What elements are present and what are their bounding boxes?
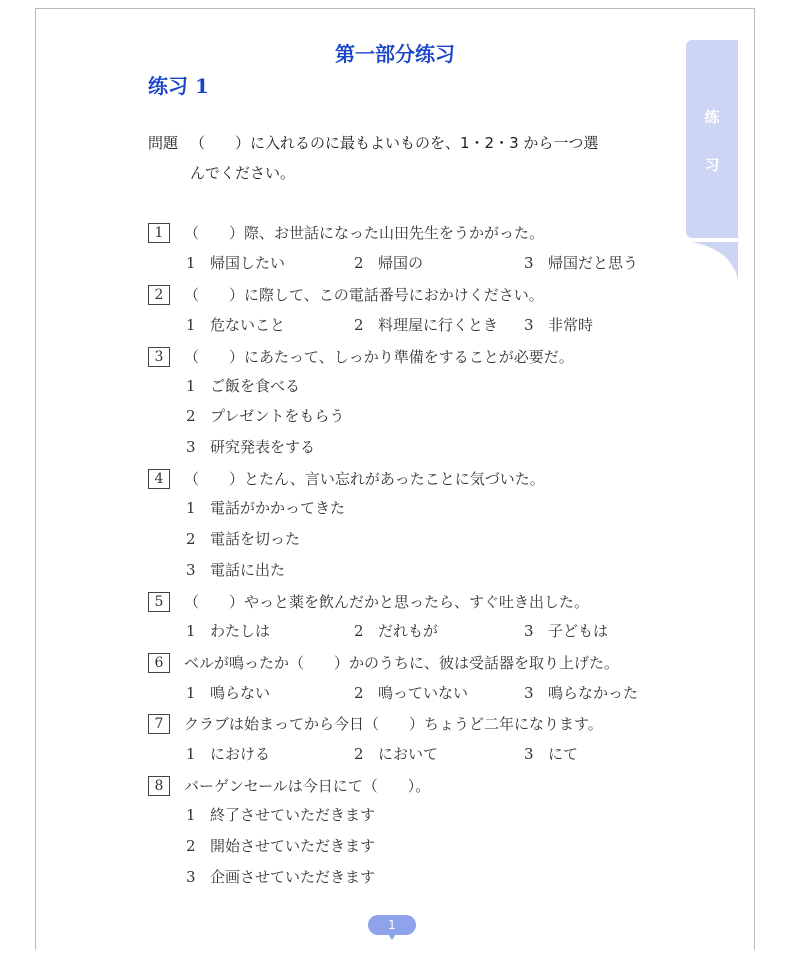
option[interactable]: 2 プレゼントをもらう [186, 407, 345, 425]
side-tab-char-1: 练 [704, 108, 720, 126]
option[interactable]: 2 料理屋に行くとき [354, 316, 499, 334]
option[interactable]: 2 において [354, 745, 439, 763]
question-7 [148, 713, 603, 734]
option[interactable]: 2 開始させていただきます [186, 837, 376, 855]
option[interactable]: 3 子どもは [524, 622, 609, 640]
question-number: 1 [148, 223, 170, 243]
option[interactable]: 3 非常時 [524, 316, 594, 334]
question-5 [148, 591, 589, 612]
question-1 [148, 222, 544, 243]
question-number: 3 [148, 347, 170, 367]
option[interactable]: 3 研究発表をする [186, 438, 316, 456]
question-number: 8 [148, 776, 170, 796]
page-curl-icon [692, 242, 738, 280]
section-title: 第一部分练习 [335, 42, 455, 66]
question-stem: （ ）とたん、言い忘れがあったことに気づいた。 [184, 470, 545, 488]
option[interactable]: 2 だれもが [354, 622, 439, 640]
question-stem: （ ）やっと薬を飲んだかと思ったら、すぐ吐き出した。 [184, 593, 590, 611]
question-stem: バーゲンセールは今日にて（ ）。 [184, 777, 431, 795]
question-stem: クラブは始まってから今日（ ）ちょうど二年になります。 [184, 715, 603, 733]
option[interactable]: 1 鳴らない [186, 684, 271, 702]
side-tab[interactable] [686, 40, 738, 238]
option[interactable]: 1 終了させていただきます [186, 806, 376, 824]
question-4 [148, 468, 545, 489]
option[interactable]: 2 電話を切った [186, 530, 301, 548]
question-number: 7 [148, 714, 170, 734]
option[interactable]: 1 わたしは [186, 622, 271, 640]
option[interactable]: 3 鳴らなかった [524, 684, 639, 702]
question-number: 2 [148, 285, 170, 305]
option[interactable]: 3 帰国だと思う [524, 254, 639, 272]
exercise-title: 练习 1 [148, 74, 209, 98]
option[interactable]: 1 電話がかかってきた [186, 499, 346, 517]
option[interactable]: 1 危ないこと [186, 316, 286, 334]
question-stem: （ ）際、お世話になった山田先生をうかがった。 [184, 224, 545, 242]
instruction-line-1: （ ）に入れるのに最もよいものを、1・2・3 から一つ選 [190, 134, 599, 152]
side-tab-char-2: 习 [704, 156, 720, 174]
option[interactable]: 2 鳴っていない [354, 684, 469, 702]
option[interactable]: 1 帰国したい [186, 254, 286, 272]
instruction-label: 問題 [148, 134, 179, 152]
option[interactable]: 3 にて [524, 745, 579, 763]
question-3 [148, 346, 574, 367]
instruction [148, 128, 668, 188]
option[interactable]: 3 電話に出た [186, 561, 286, 579]
question-number: 4 [148, 469, 170, 489]
page-number-badge: 1 [368, 915, 416, 935]
question-stem: ベルが鳴ったか（ ）かのうちに、彼は受話器を取り上げた。 [184, 654, 620, 672]
option[interactable]: 2 帰国の [354, 254, 424, 272]
instruction-line-2: んでください。 [190, 164, 296, 182]
question-2 [148, 284, 544, 305]
option[interactable]: 3 企画させていただきます [186, 868, 376, 886]
question-stem: （ ）にあたって、しっかり準備をすることが必要だ。 [184, 348, 574, 366]
question-number: 5 [148, 592, 170, 612]
question-stem: （ ）に際して、この電話番号におかけください。 [184, 286, 544, 304]
option[interactable]: 1 ご飯を食べる [186, 377, 301, 395]
question-8 [148, 775, 430, 796]
question-6 [148, 652, 619, 673]
question-number: 6 [148, 653, 170, 673]
option[interactable]: 1 における [186, 745, 271, 763]
